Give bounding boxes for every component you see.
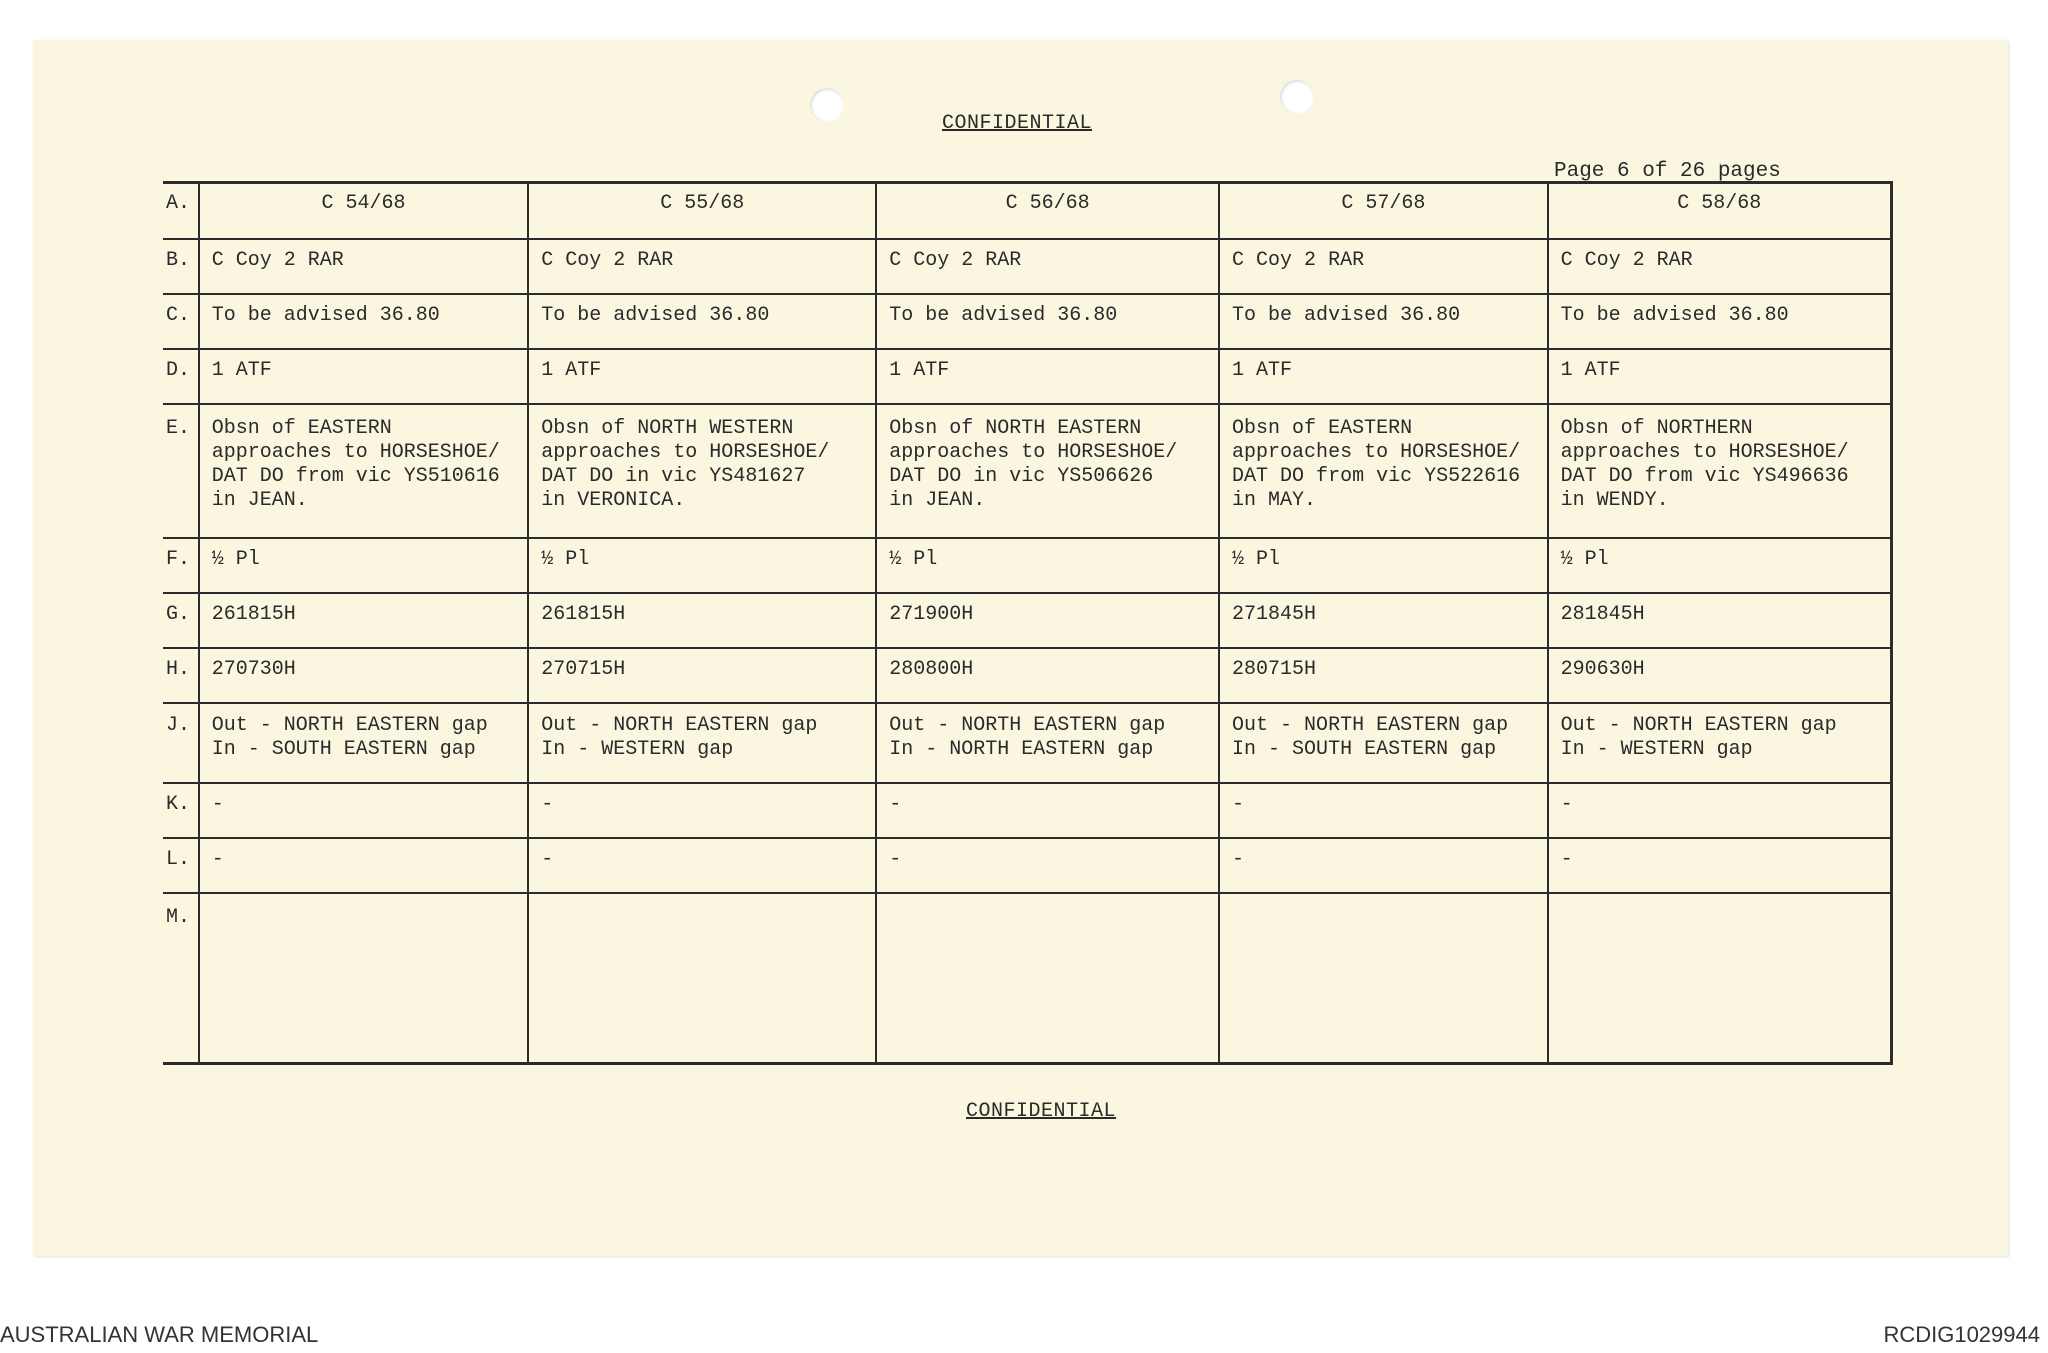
table-row <box>163 838 1892 893</box>
table-cell: Obsn of EASTERN approaches to HORSESHOE/ DAT DO from vic YS522616 in MAY. <box>1219 404 1548 538</box>
table-cell: C Coy 2 RAR <box>199 239 529 294</box>
table-cell: C Coy 2 RAR <box>876 239 1219 294</box>
table-row <box>163 183 1892 240</box>
table-row <box>163 703 1892 783</box>
table-cell: C Coy 2 RAR <box>1219 239 1548 294</box>
punch-hole <box>1280 80 1314 114</box>
table-cell: - <box>876 838 1219 893</box>
table-cell: Obsn of NORTH EASTERN approaches to HORSESHOE/ DAT DO in vic YS506626 in JEAN. <box>876 404 1219 538</box>
table-cell: 261815H <box>199 593 529 648</box>
table-cell: 271900H <box>876 593 1219 648</box>
table-cell: 270715H <box>528 648 876 703</box>
table-cell: 270730H <box>199 648 529 703</box>
table-row <box>163 349 1892 404</box>
table-cell: - <box>199 838 529 893</box>
table-cell: C 56/68 <box>876 183 1219 240</box>
punch-hole <box>810 88 844 122</box>
row-label: G. <box>163 593 199 648</box>
classification-bottom: CONFIDENTIAL <box>966 1100 1117 1123</box>
row-label: K. <box>163 783 199 838</box>
table-row <box>163 648 1892 703</box>
table-row <box>163 593 1892 648</box>
table-row <box>163 538 1892 593</box>
table-cell: Obsn of EASTERN approaches to HORSESHOE/ DAT DO from vic YS510616 in JEAN. <box>199 404 529 538</box>
table-cell: Out - NORTH EASTERN gap In - WESTERN gap <box>528 703 876 783</box>
table-cell: ½ Pl <box>1548 538 1892 593</box>
table-row <box>163 239 1892 294</box>
table-cell: C 54/68 <box>199 183 529 240</box>
table-cell: To be advised 36.80 <box>876 294 1219 349</box>
row-label: M. <box>163 893 199 1064</box>
table-cell: - <box>1548 783 1892 838</box>
table-cell <box>528 893 876 1064</box>
table-cell: - <box>876 783 1219 838</box>
table-cell: - <box>528 783 876 838</box>
table-cell: 271845H <box>1219 593 1548 648</box>
archive-credit: AUSTRALIAN WAR MEMORIAL <box>0 1322 319 1347</box>
table-row <box>163 404 1892 538</box>
table-cell: ½ Pl <box>199 538 529 593</box>
table-cell: C Coy 2 RAR <box>528 239 876 294</box>
table-cell: C 57/68 <box>1219 183 1548 240</box>
table-cell: Out - NORTH EASTERN gap In - SOUTH EASTERN gap <box>1219 703 1548 783</box>
table-cell <box>1548 893 1892 1064</box>
table-cell: ½ Pl <box>876 538 1219 593</box>
table-cell <box>199 893 529 1064</box>
table-cell: 1 ATF <box>876 349 1219 404</box>
table-cell: C 55/68 <box>528 183 876 240</box>
table-cell: 1 ATF <box>1548 349 1892 404</box>
row-label: H. <box>163 648 199 703</box>
classification-top: CONFIDENTIAL <box>942 112 1093 135</box>
row-label: D. <box>163 349 199 404</box>
row-label: B. <box>163 239 199 294</box>
table-cell: 261815H <box>528 593 876 648</box>
table-cell: 280800H <box>876 648 1219 703</box>
table-row <box>163 893 1892 1064</box>
row-label: J. <box>163 703 199 783</box>
row-label: F. <box>163 538 199 593</box>
table-cell: Obsn of NORTHERN approaches to HORSESHOE/ DAT DO from vic YS496636 in WENDY. <box>1548 404 1892 538</box>
table-cell: ½ Pl <box>1219 538 1548 593</box>
table-cell: 1 ATF <box>1219 349 1548 404</box>
table-cell <box>1219 893 1548 1064</box>
table-cell: Obsn of NORTH WESTERN approaches to HORSESHOE/ DAT DO in vic YS481627 in VERONICA. <box>528 404 876 538</box>
table-cell: Out - NORTH EASTERN gap In - NORTH EASTERN gap <box>876 703 1219 783</box>
table-cell: 281845H <box>1548 593 1892 648</box>
table-cell: 1 ATF <box>528 349 876 404</box>
table-cell: - <box>1219 783 1548 838</box>
patrol-table <box>163 181 1893 1065</box>
table-cell: Out - NORTH EASTERN gap In - SOUTH EASTERN gap <box>199 703 529 783</box>
table-cell: 1 ATF <box>199 349 529 404</box>
table-cell: - <box>1548 838 1892 893</box>
row-label: E. <box>163 404 199 538</box>
page-number: Page 6 of 26 pages <box>1554 160 1781 183</box>
table-cell: - <box>1219 838 1548 893</box>
table-cell: C 58/68 <box>1548 183 1892 240</box>
table-cell: 290630H <box>1548 648 1892 703</box>
table-cell: Out - NORTH EASTERN gap In - WESTERN gap <box>1548 703 1892 783</box>
table-cell: To be advised 36.80 <box>528 294 876 349</box>
archive-id: RCDIG1029944 <box>1883 1322 2040 1347</box>
table-cell: - <box>528 838 876 893</box>
table-cell: C Coy 2 RAR <box>1548 239 1892 294</box>
table-row <box>163 783 1892 838</box>
table-cell: To be advised 36.80 <box>1548 294 1892 349</box>
table-cell: ½ Pl <box>528 538 876 593</box>
row-label: L. <box>163 838 199 893</box>
table-cell: To be advised 36.80 <box>199 294 529 349</box>
row-label: C. <box>163 294 199 349</box>
table-cell <box>876 893 1219 1064</box>
table-cell: - <box>199 783 529 838</box>
table-row <box>163 294 1892 349</box>
row-label: A. <box>163 183 199 240</box>
table-cell: 280715H <box>1219 648 1548 703</box>
table-cell: To be advised 36.80 <box>1219 294 1548 349</box>
